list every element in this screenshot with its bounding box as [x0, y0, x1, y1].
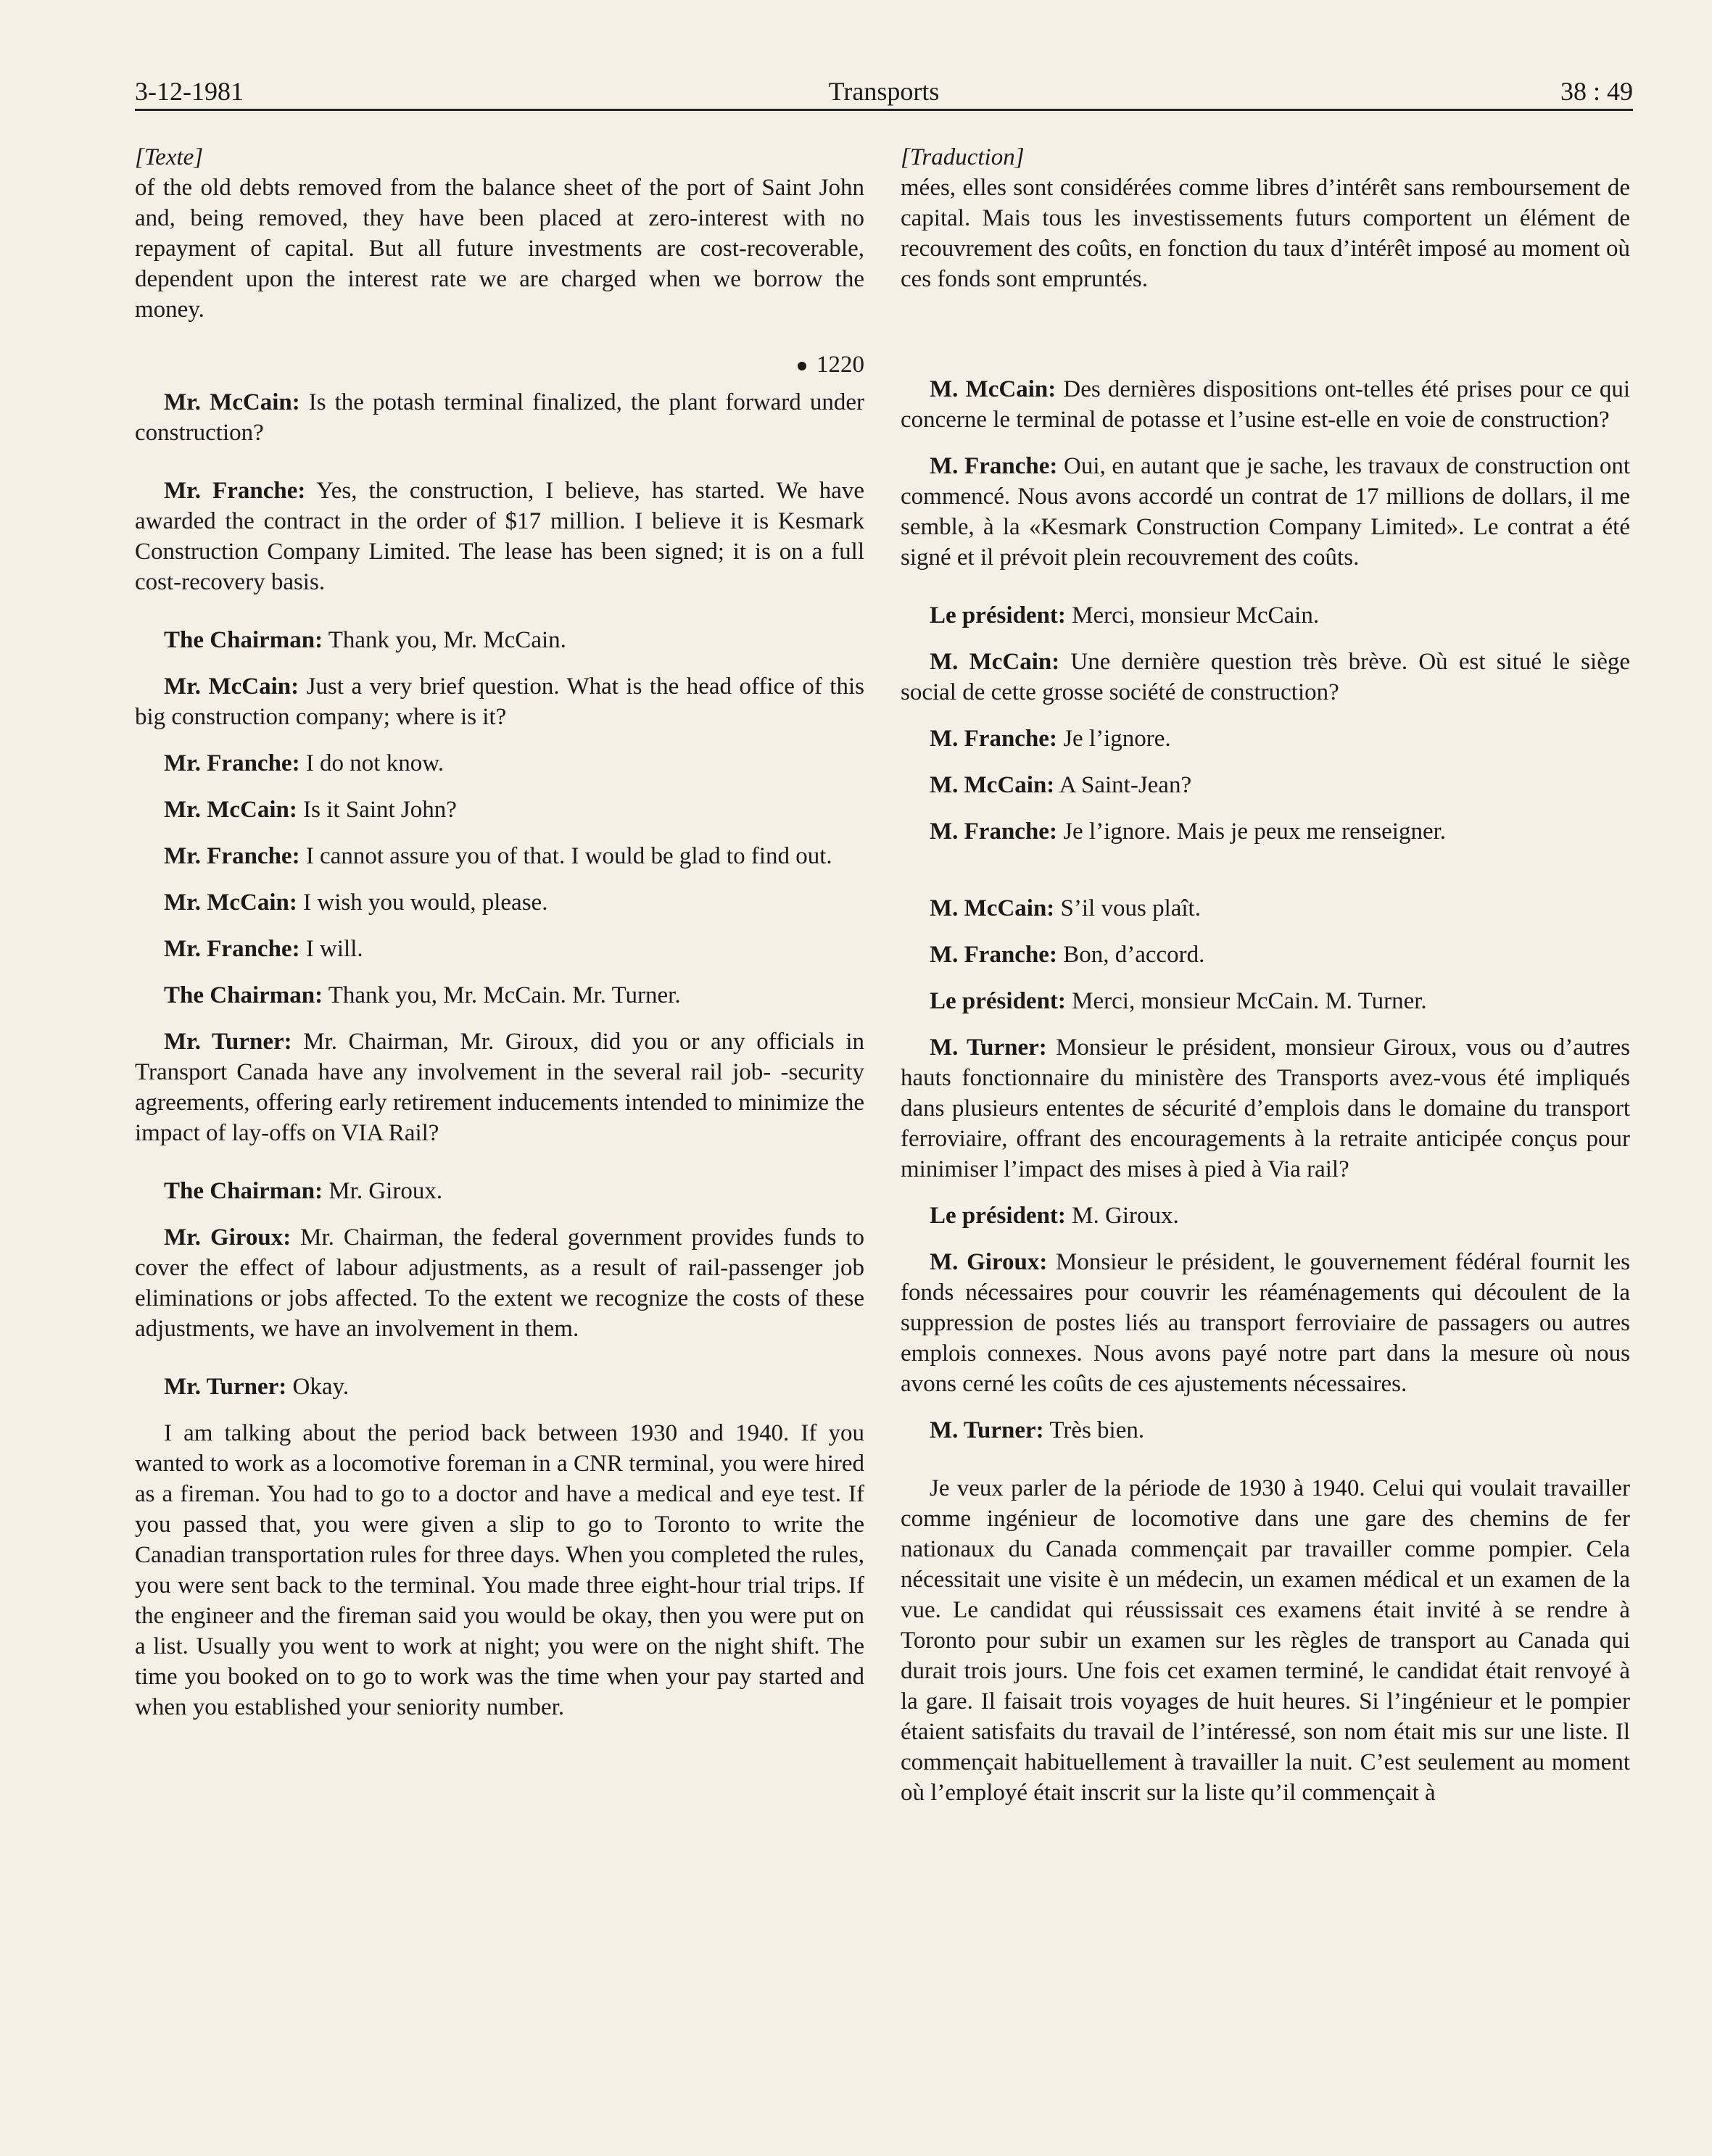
- speech-text: Thank you, Mr. McCain.: [323, 627, 566, 653]
- speech-paragraph: [135, 1222, 864, 1344]
- speaker-name: The Chairman:: [164, 1178, 323, 1204]
- speaker-name: M. Franche:: [930, 453, 1058, 479]
- speech-text: Je l’ignore. Mais je peux me renseigner.: [1056, 818, 1447, 845]
- speech-text: Mr. Giroux.: [323, 1178, 443, 1204]
- speaker-name: M. McCain:: [930, 772, 1055, 798]
- speech-paragraph: [901, 723, 1630, 754]
- speech-text: Is it Saint John?: [297, 797, 457, 823]
- speaker-name: Mr. Franche:: [164, 936, 300, 962]
- speaker-name: Mr. Giroux:: [164, 1224, 291, 1251]
- speech-text: Très bien.: [1043, 1417, 1145, 1443]
- speaker-name: M. Turner:: [930, 1035, 1047, 1061]
- speech-paragraph: [901, 893, 1630, 924]
- speech-paragraph: [135, 934, 864, 964]
- speech-text: Merci, monsieur McCain.: [1065, 602, 1320, 629]
- speech-text: S’il vous plaît.: [1054, 895, 1201, 921]
- speech-text: Is the potash terminal finalized, the plant forward under construction?: [135, 389, 864, 446]
- speech-paragraph: [901, 1032, 1630, 1185]
- speaker-name: M. McCain:: [930, 376, 1056, 402]
- speech-paragraph: [135, 476, 864, 597]
- time-marker: [135, 349, 864, 380]
- speaker-name: The Chairman:: [164, 982, 323, 1008]
- speech-text: Merci, monsieur McCain. M. Turner.: [1065, 988, 1427, 1014]
- speech-paragraph: [135, 625, 864, 655]
- paragraph: I am talking about the period back between 1930 and 1940. If you wanted to work as a locomotive foreman in a CNR terminal, you were hired as a fireman. You had to go to a doctor and have a medical and eye test. If you passed that, you were given a slip to go to Toronto to write the Canadian transportation rules for three days. When you completed the rules, you were sent back to the terminal. You made three eight-hour trial trips. If the engineer and the fireman said you would be okay, then you were put on a list. Usually you went to work at night; you were on the night shift. The time you booked on to go to work was the time when your pay started and when you established your seniority number.: [135, 1420, 864, 1720]
- page-header: [135, 72, 1633, 110]
- speaker-name: Mr. Franche:: [164, 478, 306, 504]
- speech-text: I cannot assure you of that. I would be glad to find out.: [299, 843, 832, 869]
- speaker-name: Mr. McCain:: [164, 673, 299, 700]
- speech-text: Okay.: [286, 1374, 350, 1400]
- speech-paragraph: [135, 1027, 864, 1148]
- speech-paragraph: [901, 770, 1630, 800]
- speech-text: Je l’ignore.: [1056, 726, 1171, 752]
- speech-text: A Saint-Jean?: [1054, 772, 1192, 798]
- speech-paragraph: [135, 748, 864, 779]
- speech-text: Des dernières dispositions ont-telles été prises pour ce qui concerne le terminal de potasse et l’usine est-elle en voie de construction?: [901, 376, 1630, 433]
- time-marker-text: 1220: [816, 352, 864, 378]
- paragraph: mées, elles sont considérées comme libres d’intérêt sans remboursement de capital. Mais tous les investissements futurs comportent un élément de recouvrement des coûts, en fonction du taux d’intérêt imposé au moment où ces fonds sont empruntés.: [901, 175, 1630, 292]
- speech-paragraph: [901, 1201, 1630, 1231]
- speech-text: Mr. Chairman, Mr. Giroux, did you or any officials in Transport Canada have any involvement in the several rail job- -security agreements, offering early retirement inducements intended to minimize the impact of lay-offs on VIA Rail?: [135, 1029, 865, 1146]
- header-rule: [135, 109, 1633, 111]
- speech-paragraph: [135, 1176, 864, 1206]
- paragraph: of the old debts removed from the balance sheet of the port of Saint John and, being removed, they have been placed at zero-interest with no repayment of capital. But all future investments are cost-recoverable, dependent upon the interest rate we are charged when we borrow the money.: [135, 175, 864, 323]
- speech-text: Oui, en autant que je sache, les travaux de construction ont commencé. Nous avons accordé un contrat de 17 millions de dollars, il me semble, à la «Kesmark Construction Company Limited». Le contrat a été signé et il prévoit plein recouvrement des coûts.: [901, 453, 1630, 571]
- speaker-name: M. Turner:: [930, 1417, 1044, 1443]
- speech-text: I wish you would, please.: [297, 890, 548, 916]
- speech-paragraph: [901, 986, 1630, 1016]
- speaker-name: M. Franche:: [930, 726, 1057, 752]
- speech-text: I do not know.: [299, 750, 444, 776]
- paragraph: Je veux parler de la période de 1930 à 1940. Celui qui voulait travailler comme ingénieur de locomotive dans une gare des chemins de fer nationaux du Canada commençait par travailler comme pompier. Cela nécessitait une visite è un médecin, un examen médical et un examen de la vue. Le candidat qui réussissait ces examens était invité à se rendre à Toronto pour subir un examen sur les règles de transport au Canada qui durait trois jours. Une fois cet examen terminé, le candidat était renvoyé à la gare. Il faisait trois voyages de huit heures. Si l’ingénieur et le pompier étaient satisfaits du travail de l’intéressé, son nom était mis sur une liste. Il commençait habituellement à travailler la nuit. C’est seulement au moment où l’employé était inscrit sur la liste qu’il commençait à: [901, 1475, 1630, 1806]
- speech-text: Yes, the construction, I believe, has started. We have awarded the contract in the order of $17 million. I believe it is Kesmark Construction Company Limited. The lease has been signed; it is on a full cost-recovery basis.: [135, 478, 865, 595]
- speaker-name: M. Giroux:: [930, 1249, 1048, 1275]
- column-french: [901, 142, 1630, 1808]
- speech-paragraph: [135, 1372, 864, 1402]
- speech-paragraph: [135, 671, 864, 732]
- speaker-name: M. McCain:: [930, 649, 1060, 675]
- speech-text: Just a very brief question. What is the head office of this big construction company; where is it?: [135, 673, 864, 730]
- header-page-number: 38 : 49: [1560, 77, 1633, 106]
- column-label: [Texte]: [135, 144, 204, 170]
- speech-paragraph: [901, 600, 1630, 631]
- speaker-name: Mr. Franche:: [164, 843, 300, 869]
- speech-paragraph: [135, 795, 864, 825]
- speaker-name: M. McCain:: [930, 895, 1055, 921]
- speaker-name: Mr. Turner:: [164, 1374, 287, 1400]
- speech-paragraph: [901, 940, 1630, 970]
- header-committee: Transports: [828, 77, 940, 106]
- speech-paragraph: [901, 451, 1630, 573]
- speaker-name: M. Franche:: [930, 942, 1057, 968]
- speech-text: M. Giroux.: [1065, 1203, 1179, 1229]
- speech-paragraph: [901, 1415, 1630, 1446]
- speech-paragraph: [135, 980, 864, 1011]
- speech-paragraph: [135, 841, 864, 871]
- speaker-name: M. Franche:: [930, 818, 1057, 845]
- speech-text: Bon, d’accord.: [1056, 942, 1205, 968]
- speaker-name: Le président:: [930, 988, 1066, 1014]
- speech-text: Mr. Chairman, the federal government provides funds to cover the effect of labour adjustments, as a result of rail-passenger job eliminations or jobs affected. To the extent we recognize the costs of these adjustments, we have an involvement in them.: [135, 1224, 864, 1342]
- speech-paragraph: [901, 374, 1630, 435]
- header-date: 3-12-1981: [135, 77, 244, 106]
- speaker-name: Mr. McCain:: [164, 797, 297, 823]
- bullet-icon: [798, 362, 806, 370]
- column-english: [135, 142, 864, 1722]
- speech-paragraph: [135, 387, 864, 448]
- speaker-name: Le président:: [930, 602, 1066, 629]
- speaker-name: Mr. McCain:: [164, 389, 300, 415]
- speech-text: I will.: [299, 936, 363, 962]
- speaker-name: Mr. Franche:: [164, 750, 300, 776]
- speaker-name: Le président:: [930, 1203, 1066, 1229]
- column-label: [Traduction]: [901, 144, 1025, 170]
- speech-text: Thank you, Mr. McCain. Mr. Turner.: [323, 982, 681, 1008]
- speaker-name: Mr. McCain:: [164, 890, 297, 916]
- speech-text: Monsieur le président, le gouvernement fédéral fournit les fonds nécessaires pour couvrir les réaménagements qui découlent de la suppression de postes liés au transport ferroviaire de passagers ou autres emplois connexes. Nous avons payé notre part dans la mesure où nous avons cerné les coûts de ces ajustements nécessaires.: [901, 1249, 1630, 1397]
- speaker-name: The Chairman:: [164, 627, 323, 653]
- speech-text: Une dernière question très brève. Où est situé le siège social de cette grosse société de construction?: [901, 649, 1630, 705]
- speech-paragraph: [901, 816, 1630, 847]
- speech-paragraph: [135, 887, 864, 918]
- speech-paragraph: [901, 1247, 1630, 1399]
- speech-paragraph: [901, 647, 1630, 708]
- speech-text: Monsieur le président, monsieur Giroux, vous ou d’autres hauts fonctionnaire du ministère des Transports avez-vous été impliqués dans plusieurs ententes de sécurité d’emplois dans le domaine du transport ferroviaire, offrant des encouragements à la retraite anticipée conçus pour minimiser l’impact des mises à pied à Via rail?: [901, 1035, 1631, 1182]
- speaker-name: Mr. Turner:: [164, 1029, 292, 1055]
